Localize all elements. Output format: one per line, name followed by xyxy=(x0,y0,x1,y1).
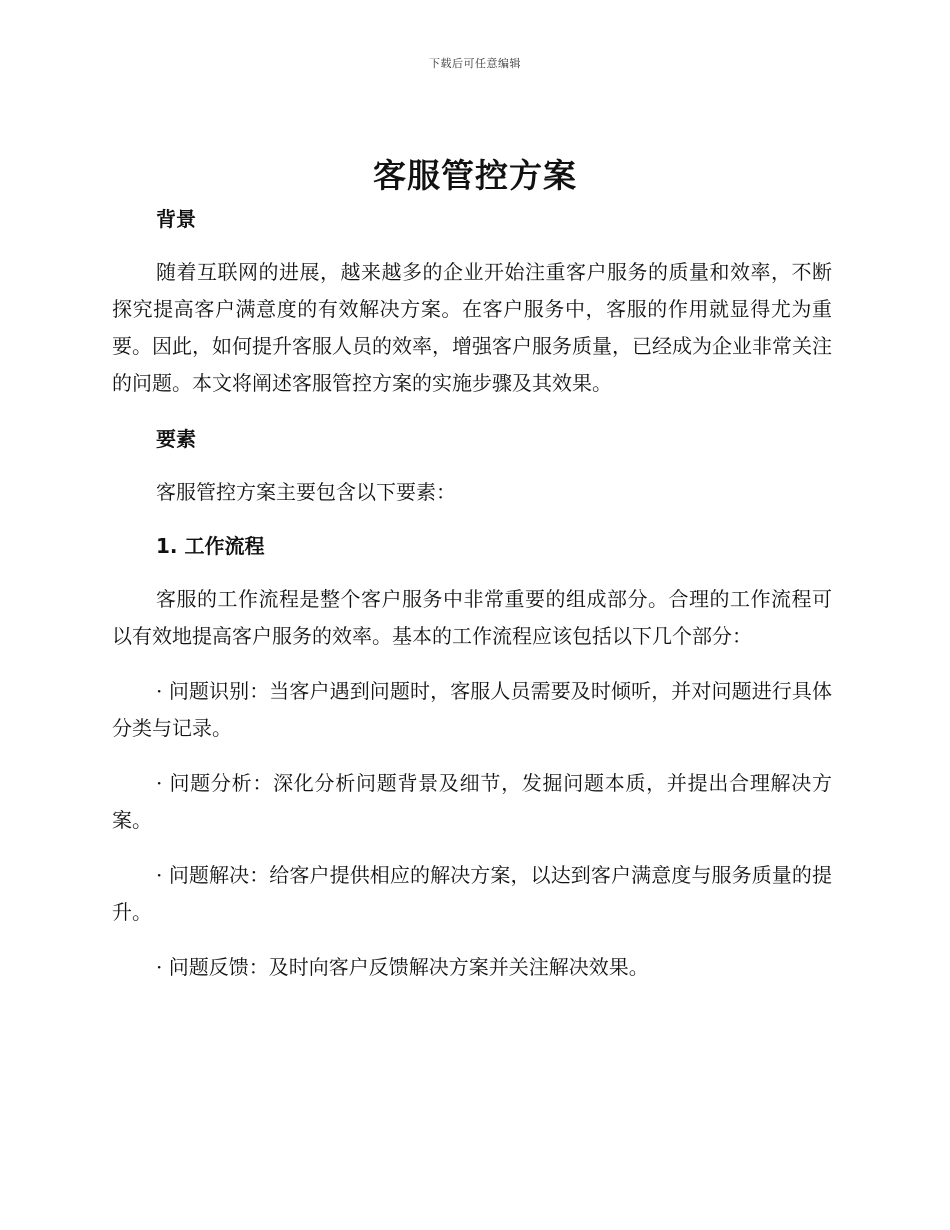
background-paragraph: 随着互联网的进展，越来越多的企业开始注重客户服务的质量和效率，不断探究提高客户满意度的有效解决方案。在客户服务中，客服的作用就显得尤为重要。因此，如何提升客服人员的效率，增强客户服务质量，已经成为企业非常关注的问题。本文将阐述客服管控方案的实施步骤及其效果。 xyxy=(112,260,832,395)
document-title: 客服管控方案 xyxy=(373,156,577,195)
section-heading-elements: 要素 xyxy=(156,427,196,451)
header-note: 下载后可任意编辑 xyxy=(429,57,521,70)
bullet-item: · 问题反馈：及时向客户反馈解决方案并关注解决效果。 xyxy=(156,955,649,979)
elements-intro-paragraph: 客服管控方案主要包含以下要素： xyxy=(156,480,456,504)
section-heading-background: 背景 xyxy=(156,207,196,231)
document-body xyxy=(112,202,832,986)
bullet-item: · 问题解决：给客户提供相应的解决方案，以达到客户满意度与服务质量的提升。 xyxy=(112,863,832,924)
bullet-item: · 问题分析：深化分析问题背景及细节，发掘问题本质，并提出合理解决方案。 xyxy=(112,771,832,832)
section-heading-workflow: 1. 工作流程 xyxy=(156,534,265,558)
workflow-paragraph: 客服的工作流程是整个客户服务中非常重要的组成部分。合理的工作流程可以有效地提高客户服务的效率。基本的工作流程应该包括以下几个部分： xyxy=(112,587,832,648)
bullet-item: · 问题识别：当客户遇到问题时，客服人员需要及时倾听，并对问题进行具体分类与记录。 xyxy=(112,679,832,740)
